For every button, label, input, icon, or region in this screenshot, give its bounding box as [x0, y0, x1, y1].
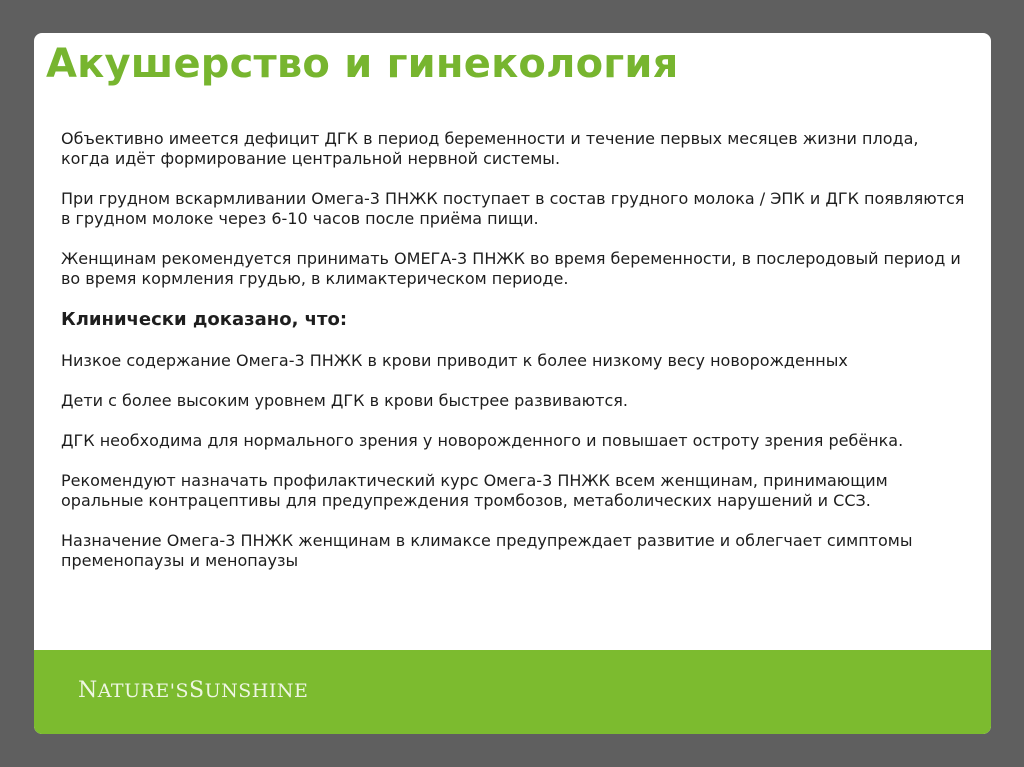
subheading-clinically-proven: Клинически доказано, что:: [61, 309, 348, 330]
list-item: Назначение Омега-3 ПНЖК женщинам в климаксе предупреждает развитие и облегчает симптомы пременопаузы и менопаузы: [61, 531, 913, 570]
paragraph-dgk-deficit: Объективно имеется дефицит ДГК в период беременности и течение первых месяцев жизни плода, когда идёт формирование центральной нервной системы.: [61, 129, 919, 168]
logo-text: NATURE'SSUNSHINE: [78, 678, 309, 703]
paragraph-breastfeeding: При грудном вскармливании Омега-3 ПНЖК поступает в состав грудного молока / ЭПК и ДГК появляются в грудном молоке через 6-10 часов после приёма пищи.: [61, 189, 965, 228]
list-item: ДГК необходима для нормального зрения у новорожденного и повышает остроту зрения ребёнка.: [61, 431, 904, 450]
paragraph-recommendation: Женщинам рекомендуется принимать ОМЕГА-3 ПНЖК во время беременности, в послеродовый период и во время кормления грудью, в климактерическом периоде.: [61, 249, 961, 288]
slide: [34, 33, 991, 734]
list-item: Дети с более высоким уровнем ДГК в крови быстрее развиваются.: [61, 391, 628, 410]
slide-content: [61, 129, 966, 571]
natures-sunshine-logo: [78, 678, 308, 703]
list-item: Рекомендуют назначать профилактический курс Омега-3 ПНЖК всем женщинам, принимающим оральные контрацептивы для предупреждения тромбозов, метаболических нарушений и ССЗ.: [61, 471, 888, 510]
slide-title: Акушерство и гинекология: [46, 41, 679, 87]
footer-bar: [34, 650, 991, 734]
list-item: Низкое содержание Омега-3 ПНЖК в крови приводит к более низкому весу новорожденных: [61, 351, 848, 370]
